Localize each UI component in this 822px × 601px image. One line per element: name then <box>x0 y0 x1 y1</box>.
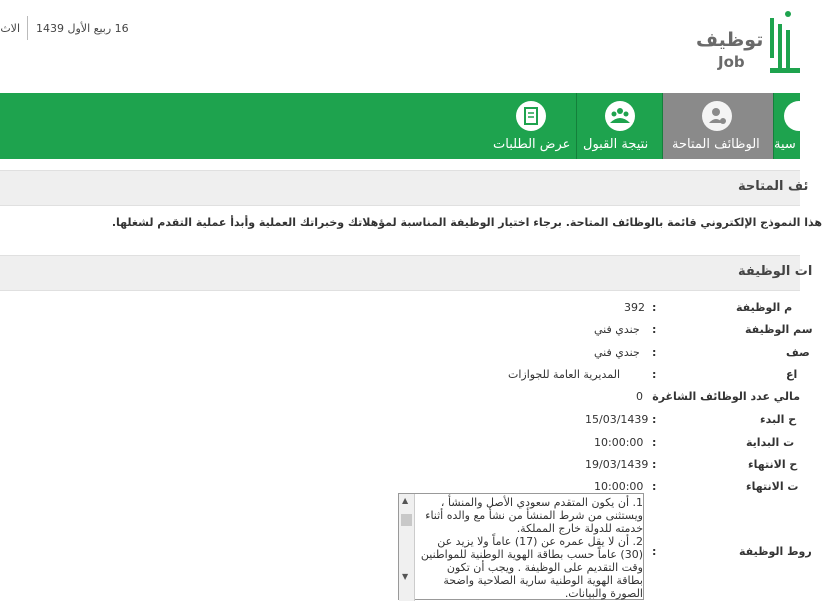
value-start-time: 10:00:00 <box>594 436 644 449</box>
value-vacancies: 0 <box>636 390 643 403</box>
label-job-name: سم الوظيفة <box>745 323 813 336</box>
label-sector: اع <box>786 368 798 381</box>
group-icon <box>605 101 635 131</box>
job-conditions-textarea[interactable] <box>398 493 644 600</box>
value-start-date: 15/03/1439 <box>585 413 649 426</box>
job-conditions-text: 1. أن يكون المتقدم سعودي الأصل والمنشأ ، ويستثنى من شرط المنشأ من نشأ مع والده أثناء خدمته للدولة خارج المملكة. 2. أن لا يقل عمره عن (17) عاماً ولا يزيد عن (30) عاماً حسب بطاقة الهوية الوطنية للمواطنين وقت التقديم على الوظيفة . ويجب أن تكون بطاقة الهوية الوطنية سارية الصلاحية واضحة الصورة والبيانات. <box>420 496 643 600</box>
section-title: ات الوظيفة <box>738 264 813 279</box>
label-rank: صف <box>786 346 810 359</box>
document-icon <box>516 101 546 131</box>
scroll-up-icon[interactable]: ▲ <box>402 496 409 505</box>
value-rank: جندي فني <box>594 346 640 359</box>
colon: : <box>652 368 657 381</box>
section-job-details-header <box>0 255 813 291</box>
label-job-conditions: روط الوظيفة <box>739 545 812 558</box>
tab-acceptance-result[interactable] <box>577 93 663 159</box>
intro-text: هذا النموذج الإلكتروني قائمة بالوظائف المتاحة. برجاء اختيار الوظيفة المناسبة لمؤهلاتك وخبراتك العملية وأبدأ عملية التقدم لشغلها. <box>111 216 822 229</box>
label-end-date: ح الانتهاء <box>748 458 798 471</box>
label-job-number: م الوظيفة <box>736 301 793 314</box>
tab-available-jobs[interactable] <box>663 93 773 159</box>
value-sector: المديرية العامة للجوازات <box>508 368 621 381</box>
tab-label: عرض الطلبات <box>493 137 571 152</box>
colon: : <box>652 323 657 336</box>
nav-divider <box>773 93 774 159</box>
header-date: 16 ربيع الأول 1439 <box>36 22 129 35</box>
header-separator <box>27 16 28 40</box>
user-gear-icon <box>702 101 732 131</box>
colon: : <box>652 458 657 471</box>
colon: : <box>652 346 657 359</box>
tab-label: نتيجة القبول <box>583 137 649 152</box>
colon: : <box>652 301 657 314</box>
conditions-scrollbar[interactable] <box>399 494 415 601</box>
value-job-name: جندي فني <box>594 323 640 336</box>
label-start-time: ت البداية <box>746 436 795 449</box>
label-start-date: ح البدء <box>760 413 797 426</box>
main-nav <box>0 93 800 159</box>
tab-label: سية <box>774 137 796 152</box>
value-end-date: 19/03/1439 <box>585 458 649 471</box>
colon: : <box>652 480 657 493</box>
top-header <box>0 0 800 93</box>
logo-text-arabic: توظيف <box>696 29 764 51</box>
tab-main-cut[interactable] <box>774 93 800 159</box>
label-vacancies: مالي عدد الوظائف الشاغرة <box>652 390 800 403</box>
home-icon <box>784 101 814 131</box>
colon: : <box>652 413 657 426</box>
colon: : <box>652 545 657 558</box>
value-end-time: 10:00:00 <box>594 480 644 493</box>
tab-view-requests[interactable] <box>486 93 577 159</box>
scroll-thumb[interactable] <box>401 514 412 526</box>
logo-text-english: Job <box>718 53 745 71</box>
scroll-down-icon[interactable]: ▼ <box>402 572 409 581</box>
label-end-time: ت الانتهاء <box>746 480 799 493</box>
tab-label: الوظائف المتاحة <box>672 137 760 152</box>
section-available-jobs-header <box>0 170 809 206</box>
logo-mark-icon <box>768 8 800 80</box>
header-cut-text: الاث <box>0 22 20 35</box>
section-title: ئف المتاحة <box>738 179 809 194</box>
value-job-number: 392 <box>624 301 645 314</box>
colon: : <box>652 436 657 449</box>
